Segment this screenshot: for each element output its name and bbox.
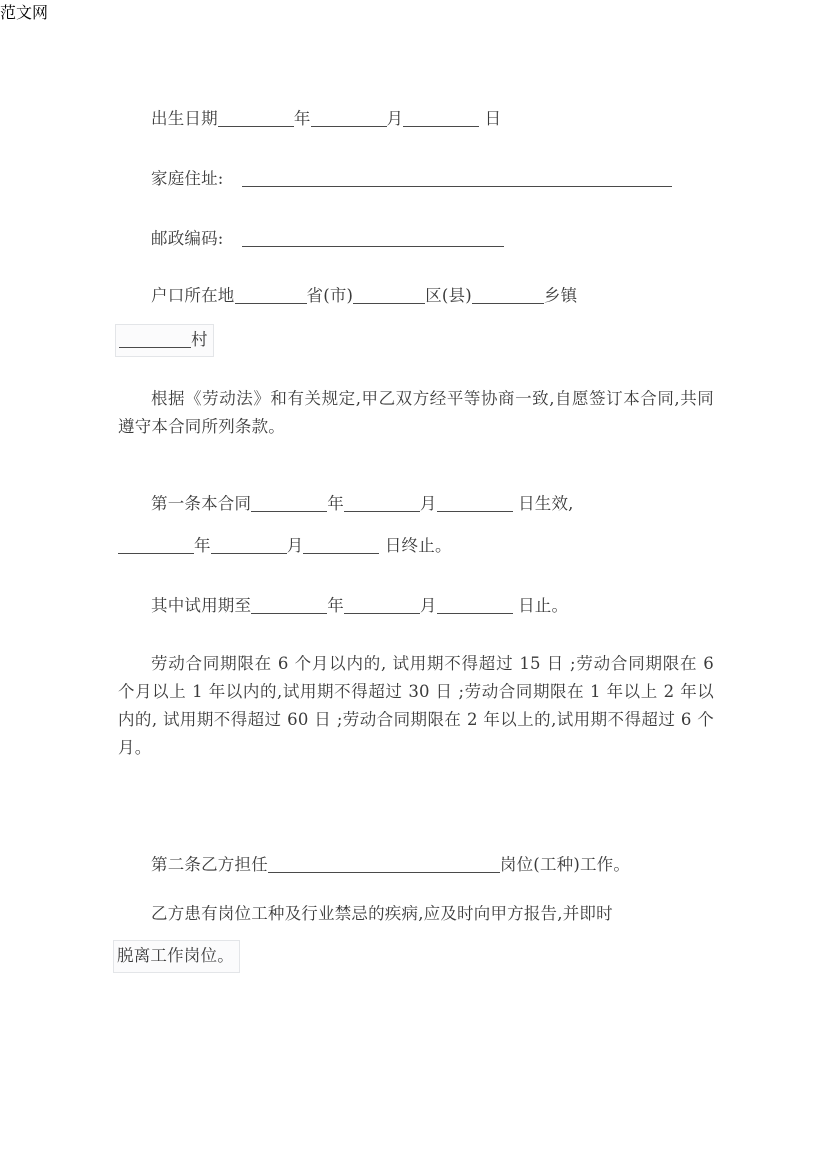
province-city-label: 省(市) xyxy=(306,286,354,305)
article-2-suffix: 岗位(工种)工作。 xyxy=(499,855,631,874)
postal-code-blank[interactable] xyxy=(242,232,504,247)
paragraph-probation-until xyxy=(118,592,714,620)
province-blank[interactable] xyxy=(235,289,307,304)
article-1-start-year-blank[interactable] xyxy=(251,497,327,512)
township-label: 乡镇 xyxy=(543,286,578,305)
article-1-end-year-blank[interactable] xyxy=(118,539,194,554)
paragraph-probation-rules: 劳动合同期限在 6 个月以内的, 试用期不得超过 15 日 ;劳动合同期限在 6 个月以上 1 年以内的,试用期不得超过 30 日 ;劳动合同期限在 1 年以上 2 年以内的, 试用期不得超过 60 日 ;劳动合同期限在 2 年以上的,试用期不得超过 6 个月。 xyxy=(118,654,720,757)
field-home-address xyxy=(118,165,714,193)
year-unit-3: 年 xyxy=(194,536,211,555)
article-1-end-month-blank[interactable] xyxy=(211,539,287,554)
paragraph-article-2 xyxy=(118,851,714,879)
article-1-start-day-blank[interactable] xyxy=(437,497,513,512)
paragraph-health-clause-line2 xyxy=(116,940,712,973)
month-unit-4: 月 xyxy=(419,596,437,615)
paragraph-article-1-line1 xyxy=(118,490,714,518)
article-2-prefix: 第二条乙方担任 xyxy=(151,855,268,874)
article-1-end-day-blank[interactable] xyxy=(303,539,379,554)
probation-day-blank[interactable] xyxy=(437,599,513,614)
article-2-position-blank[interactable] xyxy=(268,858,500,873)
birth-date-label: 出生日期 xyxy=(151,109,218,128)
village-blank[interactable] xyxy=(119,333,191,348)
paragraph-article-1-line2 xyxy=(118,532,714,560)
field-birth-date xyxy=(118,105,714,133)
field-household-location xyxy=(118,282,714,310)
probation-year-blank[interactable] xyxy=(251,599,327,614)
probation-until-prefix: 其中试用期至 xyxy=(151,596,252,615)
watermark-layer: 范文网 xyxy=(0,3,49,22)
health-clause-selection-box: 脱离工作岗位。 xyxy=(113,940,240,973)
household-label: 户口所在地 xyxy=(151,286,235,305)
day-unit-1: 日 xyxy=(484,109,502,128)
month-unit-1: 月 xyxy=(386,109,404,128)
article-1-effective-text: 日生效, xyxy=(518,494,574,513)
paragraph-health-clause-line1: 乙方患有岗位工种及行业禁忌的疾病,应及时向甲方报告,并即时 xyxy=(151,904,613,923)
field-village-line xyxy=(118,324,714,357)
district-county-label: 区(县) xyxy=(425,286,472,305)
village-selection-box xyxy=(115,324,214,357)
home-address-blank[interactable] xyxy=(242,172,672,187)
birth-year-blank[interactable] xyxy=(218,112,294,127)
village-label: 村 xyxy=(191,330,208,349)
article-1-start-month-blank[interactable] xyxy=(344,497,420,512)
year-unit-4: 年 xyxy=(327,596,344,615)
field-postal-code xyxy=(118,225,714,253)
birth-month-blank[interactable] xyxy=(311,112,387,127)
probation-month-blank[interactable] xyxy=(344,599,420,614)
month-unit-3: 月 xyxy=(286,536,304,555)
postal-code-label: 邮政编码: xyxy=(151,229,224,248)
birth-day-blank[interactable] xyxy=(403,112,479,127)
month-unit-2: 月 xyxy=(419,494,437,513)
year-unit-2: 年 xyxy=(327,494,344,513)
district-blank[interactable] xyxy=(353,289,425,304)
probation-until-suffix: 日止。 xyxy=(518,596,569,615)
township-blank[interactable] xyxy=(472,289,544,304)
article-1-terminate-text: 日终止。 xyxy=(384,536,452,555)
article-1-prefix: 第一条本合同 xyxy=(151,494,252,513)
paragraph-preamble: 根据《劳动法》和有关规定,甲乙双方经平等协商一致,自愿签订本合同,共同遵守本合同所列条款。 xyxy=(118,389,714,436)
year-unit-1: 年 xyxy=(293,109,311,128)
home-address-label: 家庭住址: xyxy=(151,169,224,188)
